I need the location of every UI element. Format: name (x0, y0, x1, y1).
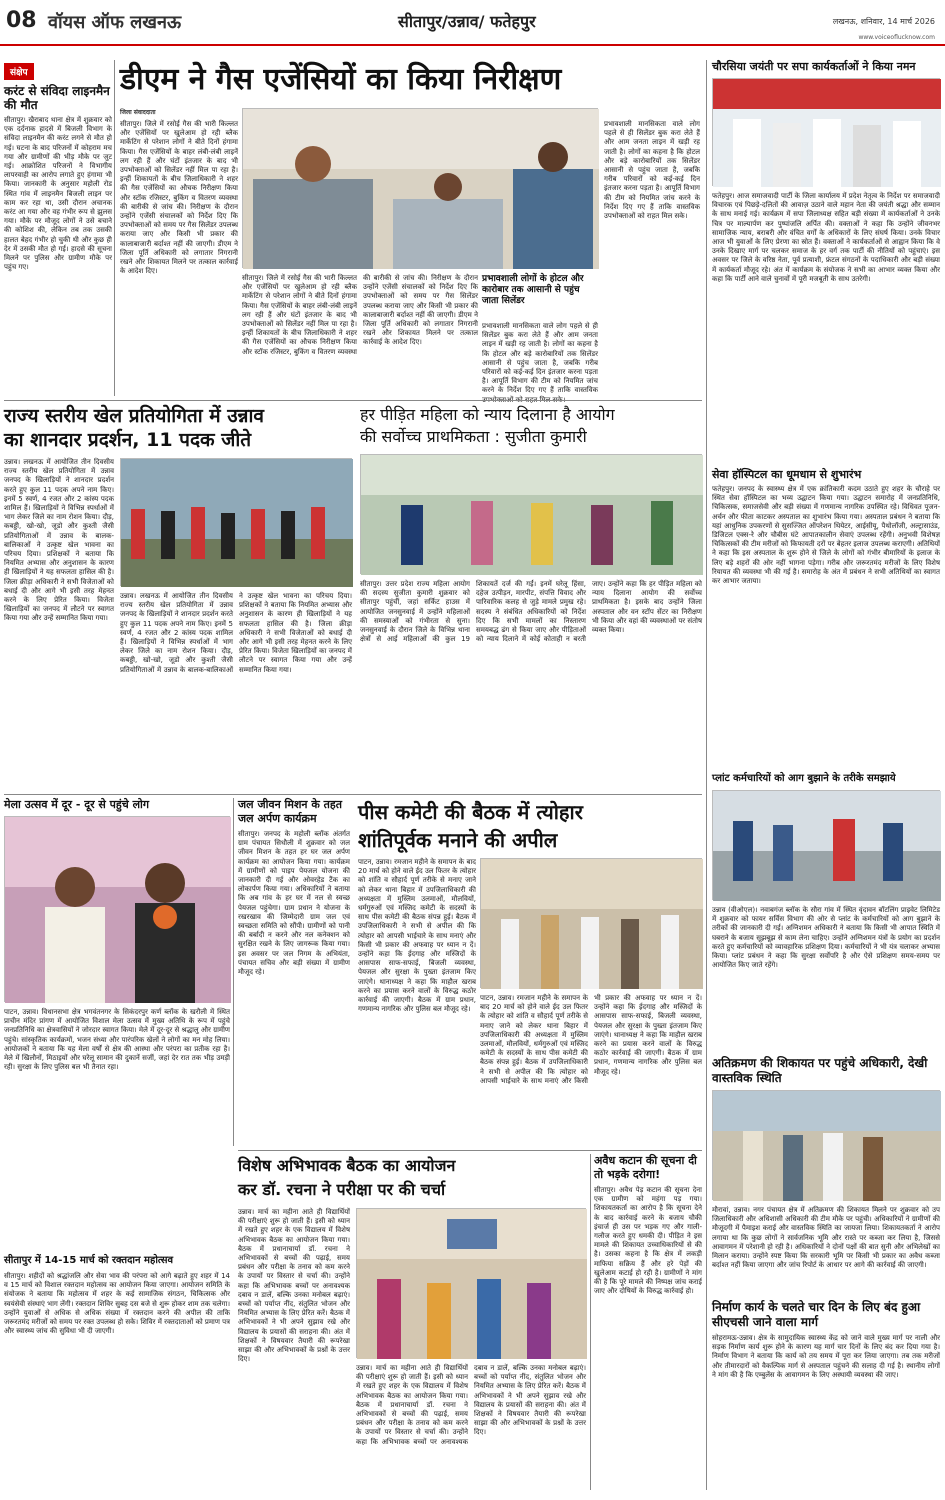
lead-body: सीतापुर। जिले में रसोई गैस की भारी किल्लत और एजेंसियों पर खुलेआम हो रही ब्लैक मार्केटिंग से परेशान लोगों ने बीते दिनों हंगामा किया। गैस एजेंसियों के बाहर लंबी-लंबी लाइनें लग रही हैं और घंटों इंतजार के बाद भी उपभोक्ताओं को सिलेंडर नहीं मिल पा रहा है। इन्हीं शिकायतों के बीच जिलाधिकारी ने शहर की गैस एजेंसियों का औचक निरीक्षण किया और स्टॉक रजिस्टर, बुकिंग व वितरण व्यवस्था की बारीकी से जांच की। निरीक्षण के दौरान उन्होंने एजेंसी संचालकों को निर्देश दिए कि उपभोक्ताओं को समय पर गैस सिलेंडर उपलब्ध कराया जाए और किसी भी प्रकार की कालाबाजारी बर्दाश्त नहीं की जाएगी। डीएम ने जिला पूर्ति अधिकारी को लगातार निगरानी रखने और शिकायत मिलने पर तत्काल कार्रवाई के आदेश दिए। (120, 120, 238, 276)
mela-photo (4, 816, 230, 1002)
hospital-story (712, 468, 940, 768)
sports-body-cont: उन्नाव। लखनऊ में आयोजित तीन दिवसीय राज्य स्तरीय खेल प्रतियोगिता में उन्नाव जनपद के खिलाड़ियों ने शानदार प्रदर्शन करते हुए कुल 11 पदक अपने नाम किए। इनमें 5 स्वर्ण, 4 रजत और 2 कांस्य पदक शामिल हैं। खिलाड़ियों ने विभिन्न स्पर्धाओं में भाग लेकर जिले का नाम रोशन किया। दौड़, कबड्डी, खो-खो, जूडो और कुश्ती जैसी प्रतियोगिताओं में उन्नाव के बालक-बालिकाओं ने उत्कृष्ट खेल भावना का परिचय दिया। प्रशिक्षकों ने बताया कि नियमित अभ्यास और अनुशासन के कारण ही खिलाड़ियों ने यह सफलता हासिल की है। जिला क्रीड़ा अधिकारी ने सभी विजेताओं को बधाई दी और आगे भी इसी तरह मेहनत करने के लिए प्रेरित किया। विजेता खिलाड़ियों का जनपद में लौटने पर स्वागत किया गया और उन्हें सम्मानित किया गया। (120, 592, 352, 674)
gas-agency-inspection-photo (243, 109, 599, 269)
commission-story (360, 404, 702, 790)
lead-side-column: प्रभावशाली मानसिकता वाले लोग पहले से ही सिलेंडर बुक करा लेते हैं और आम जनता लाइन में खड़ी रह जाती है। लोगों का कहना है कि होटल और बड़े कारोबारियों तक सिलेंडर आसानी से पहुंच जाता है, जबकि गरीब परिवारों को कई-कई दिन इंतजार करना पड़ता है। आपूर्ति विभाग की टीम को नियमित जांच करने के निर्देश दिए गए हैं ताकि वास्तविक उपभोक्ताओं को राहत मिल सके। (604, 120, 700, 221)
section-divider (238, 1150, 702, 1151)
mela-guest-welcome-photo (5, 817, 231, 1003)
mela-body: पाटन, उन्नाव। विधानसभा क्षेत्र भगवंतनगर के सिकंदरपुर कर्ण ब्लॉक के खरौली में स्थित प्राचीन मंदिर प्रांगण में आयोजित विशाल मेला उत्सव में मुख्य अतिथि के रूप में पहुंचे जनप्रतिनिधि का क्षेत्रवासियों ने जोरदार स्वागत किया। मेले में दूर-दूर से श्रद्धालु और ग्रामीण पहुंचे। सांस्कृतिक कार्यक्रमों, भजन संध्या और पारंपरिक खेलों ने लोगों का मन मोह लिया। आयोजकों ने बताया कि यह मेला वर्षों से क्षेत्र की आस्था और परंपरा का प्रतीक रहा है। मेले में खिलौनों, मिठाइयों और घरेलू सामान की दुकानें सजीं, जहां देर रात तक भीड़ उमड़ी रही। सुरक्षा के लिए पुलिस बल भी तैनात रहा। (4, 1008, 230, 1072)
cutting-body: सीतापुर। अवैध पेड़ कटान की सूचना देना एक ग्रामीण को महंगा पड़ गया। शिकायतकर्ता का आरोप है कि सूचना देने के बाद कार्रवाई करने के बजाय चौकी इंचार्ज ही उस पर भड़क गए और गाली-गलौज करते हुए धमकी दी। पीड़ित ने इस मामले की शिकायत उच्चाधिकारियों से की है। उसका कहना है कि क्षेत्र में लकड़ी माफिया सक्रिय हैं और हरे पेड़ों की खुलेआम कटाई हो रही है। ग्रामीणों ने मांग की है कि पूरे मामले की निष्पक्ष जांच कराई जाए और दोषियों के विरुद्ध कार्रवाई हो। (594, 1186, 702, 1296)
party-event-photo (713, 79, 941, 187)
encroach-photo (712, 1090, 940, 1200)
officials-inspection-photo (713, 1091, 941, 1201)
column-divider (114, 60, 115, 396)
dateline: लखनऊ, शनिवार, 14 मार्च 2026 (832, 17, 935, 26)
edition-districts: सीतापुर/उन्नाव/ फतेहपुर (398, 12, 536, 31)
road-body: सोहरामऊ-उन्नाव। क्षेत्र के सामुदायिक स्वास्थ्य केंद्र को जाने वाले मुख्य मार्ग पर नाली और सड़क निर्माण कार्य शुरू होने के कारण यह मार्ग चार दिनों के लिए बंद कर दिया गया है। निर्माण विभाग ने बताया कि कार्य को तय समय में पूरा कर लिया जाएगा। तब तक मरीजों और तीमारदारों को वैकल्पिक मार्ग से अस्पताल पहुंचने की सलाह दी गई है। स्थानीय लोगों ने मांग की है कि एम्बुलेंस के आवागमन के लिए अस्थायी व्यवस्था की जाए। (712, 1334, 940, 1379)
commission-headline-2: की सर्वोच्च प्राथमिकता : सुजीता कुमारी (360, 427, 587, 446)
peace-body: पाटन, उन्नाव। रमजान महीने के समापन के बाद 20 मार्च को होने वाले ईद उल फितर के त्योहार को शांति व सौहार्द पूर्ण तरीके से मनाए जाने को लेकर थाना बिहार में उपजिलाधिकारी की अध्यक्षता में मुस्लिम उलमाओं, मौलवियों, धर्मगुरुओं एवं मस्जिद कमेटी के सदस्यों के साथ पीस कमेटी की बैठक संपन्न हुई। बैठक में उपजिलाधिकारी ने सभी से अपील की कि त्योहार को आपसी भाईचारे के साथ मनाएं और किसी भी प्रकार की अफवाह पर ध्यान न दें। उन्होंने कहा कि ईदगाह और मस्जिदों के आसपास साफ-सफाई, बिजली व्यवस्था, पेयजल और सुरक्षा के पुख्ता इंतजाम किए जाएंगे। थानाध्यक्ष ने कहा कि माहौल खराब करने का प्रयास करने वालों के विरुद्ध कठोर कार्रवाई की जाएगी। बैठक में ग्राम प्रधान, गणमान्य नागरिक और पुलिस बल मौजूद रहे। (358, 858, 476, 1014)
fire-training-photo (713, 791, 941, 901)
column-divider (706, 60, 707, 1490)
cutting-headline: अवैध कटान की सूचना दी तो भड़के दरोगा! (594, 1154, 697, 1181)
section-divider (4, 794, 702, 795)
sports-headline-1: राज्य स्तरीय खेल प्रतियोगिता में उन्नाव (4, 405, 264, 427)
mela-headline: मेला उत्सव में दूर - दूर से पहुंचे लोग (4, 798, 150, 811)
plant-headline: प्लांट कर्मचारियों को आग बुझाने के तरीके समझाये (712, 773, 896, 784)
commission-body: सीतापुर। उत्तर प्रदेश राज्य महिला आयोग की सदस्य सुजीता कुमारी शुक्रवार को सीतापुर पहुंचीं, जहां सर्किट हाउस में आयोजित जनसुनवाई में उन्होंने महिलाओं की समस्याओं को गंभीरता से सुना। जनसुनवाई के दौरान जिले के विभिन्न थाना क्षेत्रों से आई महिलाओं की कुल 19 शिकायतें दर्ज की गईं। इनमें घरेलू हिंसा, दहेज उत्पीड़न, मारपीट, संपत्ति विवाद और पारिवारिक कलह से जुड़े मामले प्रमुख रहे। सदस्य ने संबंधित अधिकारियों को निर्देश दिए कि सभी मामलों का निस्तारण समयबद्ध ढंग से किया जाए और पीड़िताओं को न्याय दिलाने में कोई कोताही न बरती जाए। उन्होंने कहा कि हर पीड़ित महिला को न्याय दिलाना आयोग की सर्वोच्च प्राथमिकता है। इसके बाद उन्होंने जिला अस्पताल और वन स्टॉप सेंटर का निरीक्षण भी किया और वहां की व्यवस्थाओं पर संतोष व्यक्त किया। (360, 580, 702, 644)
brief-headline: करंट से संविदा लाइनमैन की मौत (4, 84, 110, 112)
peace-body-cont: पाटन, उन्नाव। रमजान महीने के समापन के बाद 20 मार्च को होने वाले ईद उल फितर के त्योहार को शांति व सौहार्द पूर्ण तरीके से मनाए जाने को लेकर थाना बिहार में उपजिलाधिकारी की अध्यक्षता में मुस्लिम उलमाओं, मौलवियों, धर्मगुरुओं एवं मस्जिद कमेटी के सदस्यों के साथ पीस कमेटी की बैठक संपन्न हुई। बैठक में उपजिलाधिकारी ने सभी से अपील की कि त्योहार को आपसी भाईचारे के साथ मनाएं और किसी भी प्रकार की अफवाह पर ध्यान न दें। उन्होंने कहा कि ईदगाह और मस्जिदों के आसपास साफ-सफाई, बिजली व्यवस्था, पेयजल और सुरक्षा के पुख्ता इंतजाम किए जाएंगे। थानाध्यक्ष ने कहा कि माहौल खराब करने का प्रयास करने वालों के विरुद्ध कठोर कार्रवाई की जाएगी। बैठक में ग्राम प्रधान, गणमान्य नागरिक और पुलिस बल मौजूद रहे। (480, 994, 702, 1085)
water-body: सीतापुर। जनपद के महोली ब्लॉक अंतर्गत ग्राम पंचायत सिधौली में शुक्रवार को जल जीवन मिशन के तहत हर घर जल अर्पण कार्यक्रम का आयोजन किया गया। कार्यक्रम में ग्रामीणों को पाइप पेयजल योजना की जानकारी दी गई और ओवरहेड टैंक का लोकार्पण किया गया। अधिकारियों ने बताया कि अब गांव के हर घर में नल से स्वच्छ पेयजल पहुंचेगा। ग्राम प्रधान ने योजना के रखरखाव की जिम्मेदारी ग्राम जल एवं स्वच्छता समिति को सौंपी। ग्रामीणों को पानी की बर्बादी न करने और नल कनेक्शन को सुरक्षित रखने के लिए जागरूक किया गया। इस अवसर पर जल निगम के अभियंता, पंचायत सचिव और बड़ी संख्या में ग्रामीण मौजूद रहे। (238, 830, 350, 977)
commission-headline-1: हर पीड़ित महिला को न्याय दिलाना है आयोग (360, 405, 615, 424)
column-divider (233, 798, 234, 1146)
peace-photo (480, 858, 702, 988)
politics-story (712, 60, 940, 464)
sports-body: उन्नाव। लखनऊ में आयोजित तीन दिवसीय राज्य स्तरीय खेल प्रतियोगिता में उन्नाव जनपद के खिलाड़ियों ने शानदार प्रदर्शन करते हुए कुल 11 पदक अपने नाम किए। इनमें 5 स्वर्ण, 4 रजत और 2 कांस्य पदक शामिल हैं। खिलाड़ियों ने विभिन्न स्पर्धाओं में भाग लेकर जिले का नाम रोशन किया। दौड़, कबड्डी, खो-खो, जूडो और कुश्ती जैसी प्रतियोगिताओं में उन्नाव के बालक-बालिकाओं ने उत्कृष्ट खेल भावना का परिचय दिया। प्रशिक्षकों ने बताया कि नियमित अभ्यास और अनुशासन के कारण ही खिलाड़ियों ने यह सफलता हासिल की है। जिला क्रीड़ा अधिकारी ने सभी विजेताओं को बधाई दी और आगे भी इसी तरह मेहनत करने के लिए प्रेरित किया। विजेता खिलाड़ियों का जनपद में लौटने पर स्वागत किया गया और उन्हें सम्मानित किया गया। (4, 458, 114, 623)
brief-tag: संक्षेप (4, 63, 34, 80)
blood-donation-body: सीतापुर। शहीदों को श्रद्धांजलि और सेवा भाव की परंपरा को आगे बढ़ाते हुए शहर में 14 व 15 मार्च को विशाल रक्तदान महोत्सव का आयोजन किया जाएगा। आयोजन समिति के संयोजक ने बताया कि महोत्सव में शहर के कई सामाजिक संगठन, चिकित्सक और स्वयंसेवी संस्थाएं भाग लेंगी। रक्तदान शिविर सुबह दस बजे से शुरू होकर शाम तक चलेगा। उन्होंने युवाओं से अधिक से अधिक संख्या में रक्तदान करने की अपील की ताकि जरूरतमंद मरीजों को समय पर रक्त उपलब्ध हो सके। शिविर में रक्तदाताओं को प्रमाण पत्र और स्वास्थ्य जांच की सुविधा भी दी जाएगी। (4, 1272, 230, 1336)
school-headline-2: कर डॉ. रचना ने परीक्षा पर की चर्चा (238, 1180, 446, 1199)
encroach-body: मौरावां, उन्नाव। नगर पंचायत क्षेत्र में अतिक्रमण की शिकायत मिलने पर शुक्रवार को उप जिलाधिकारी और अधिशासी अधिकारी की टीम मौके पर पहुंची। अधिकारियों ने ग्रामीणों की मौजूदगी में पैमाइश कराई और वास्तविक स्थिति का जायजा लिया। शिकायतकर्ता ने आरोप लगाया था कि कुछ लोगों ने सार्वजनिक भूमि और रास्ते पर कब्जा कर लिया है, जिससे आवागमन में परेशानी हो रही है। अधिकारियों ने दोनों पक्षों की बात सुनी और अभिलेखों का मिलान कराया। उन्होंने स्पष्ट किया कि सरकारी भूमि पर किसी भी प्रकार का अवैध कब्जा बर्दाश्त नहीं किया जाएगा और जांच रिपोर्ट के आधार पर आगे की कार्रवाई की जाएगी। (712, 1206, 940, 1270)
lead-photo (242, 108, 598, 268)
peace-headline-2: शांतिपूर्वक मनाने की अपील (358, 828, 558, 852)
masthead (0, 0, 945, 46)
paper-name: वॉयस ऑफ लखनऊ (48, 12, 182, 33)
politics-body: फतेहपुर। आज समाजवादी पार्टी के जिला कार्यालय में प्रदेश नेतृत्व के निर्देश पर समाजवादी विचारक एवं पिछड़े-दलितों की आवाज़ उठाने वाले महान नेता की जयंती श्रद्धा और सम्मान के साथ मनाई गई। कार्यक्रम में सपा जिलाध्यक्ष सहित बड़ी संख्या में कार्यकर्ताओं ने उनके चित्र पर माल्यार्पण कर पुष्पांजलि अर्पित की। वक्ताओं ने कहा कि उन्होंने जीवनभर सामाजिक न्याय, बराबरी और वंचित वर्गों के अधिकारों के लिए संघर्ष किया। उनके विचार आज भी युवाओं के लिए प्रेरणा का स्रोत हैं। वक्ताओं ने कार्यकर्ताओं से आह्वान किया कि वे उनके दिखाए मार्ग पर चलकर समाज के हर वर्ग तक पार्टी की नीतियों को पहुंचाएं। इस अवसर पर जिले के वरिष्ठ नेता, पूर्व प्रत्याशी, फ्रंटल संगठनों के पदाधिकारी और बड़ी संख्या में कार्यकर्ता मौजूद रहे। अंत में कार्यक्रम के संयोजक ने सभी का आभार व्यक्त किया और कहा कि पार्टी आने वाले चुनावों में पूरी मजबूती के साथ उतरेगी। (712, 192, 940, 283)
website: www.voiceoflucknow.com (858, 34, 935, 41)
lead-body-cont: सीतापुर। जिले में रसोई गैस की भारी किल्लत और एजेंसियों पर खुलेआम हो रही ब्लैक मार्केटिंग से परेशान लोगों ने बीते दिनों हंगामा किया। गैस एजेंसियों के बाहर लंबी-लंबी लाइनें लग रही हैं और घंटों इंतजार के बाद भी उपभोक्ताओं को सिलेंडर नहीं मिल पा रहा है। इन्हीं शिकायतों के बीच जिलाधिकारी ने शहर की गैस एजेंसियों का औचक निरीक्षण किया और स्टॉक रजिस्टर, बुकिंग व वितरण व्यवस्था की बारीकी से जांच की। निरीक्षण के दौरान उन्होंने एजेंसी संचालकों को निर्देश दिए कि उपभोक्ताओं को समय पर गैस सिलेंडर उपलब्ध कराया जाए और किसी भी प्रकार की कालाबाजारी बर्दाश्त नहीं की जाएगी। डीएम ने जिला पूर्ति अधिकारी को लगातार निगरानी रखने और शिकायत मिलने पर तत्काल कार्रवाई के आदेश दिए। (242, 274, 478, 356)
school-headline-1: विशेष अभिभावक बैठक का आयोजन (238, 1156, 456, 1175)
school-story (238, 1154, 586, 1490)
school-photo (356, 1208, 586, 1358)
road-story (712, 1300, 940, 1494)
column-divider (590, 1154, 591, 1490)
sports-headline-2: का शानदार प्रदर्शन, 11 पदक जीते (4, 429, 252, 451)
water-story (238, 798, 350, 1146)
section-divider (4, 400, 702, 401)
lead-bureau: जिला संवाददाता (120, 109, 156, 116)
page-number: 08 (6, 8, 37, 33)
lead-subhead: प्रभावशाली लोगों के होटल और कारोबार तक आसानी से पहुंच जाता सिलेंडर (482, 274, 584, 306)
encroach-headline: अतिक्रमण की शिकायत पर पहुंचे अधिकारी, देखी वास्तविक स्थिति (712, 1056, 928, 1085)
lead-headline: डीएम ने गैस एजेंसियों का किया निरीक्षण (120, 62, 562, 97)
politics-headline: चौरसिया जयंती पर सपा कार्यकर्ताओं ने किया नमन (712, 60, 916, 73)
brief-story (4, 60, 112, 395)
mela-story (4, 798, 230, 1490)
road-headline: निर्माण कार्य के चलते चार दिन के लिए बंद हुआ सीएचसी जाने वाला मार्ग (712, 1300, 921, 1329)
cutting-story (594, 1154, 702, 1490)
plant-body: उन्नाव (वीओएल)। नवाबगंज ब्लॉक के सौरा गांव में स्थित वृंदावन बॉटलिंग प्राइवेट लिमिटेड में शुक्रवार को फायर सर्विस विभाग की ओर से प्लांट के कर्मचारियों को आग बुझाने के तरीकों की जानकारी दी गई। अग्निशमन अधिकारी ने बताया कि किसी भी आपात स्थिति में घबराने के बजाय सूझबूझ से काम लेना चाहिए। उन्होंने अग्निशमन यंत्रों के प्रयोग का प्रदर्शन करते हुए कर्मचारियों को व्यावहारिक प्रशिक्षण दिया। कर्मचारियों ने भी यंत्र चलाकर अभ्यास किया। प्लांट प्रबंधन ने कहा कि सुरक्षा सर्वोपरि है और ऐसे प्रशिक्षण समय-समय पर आयोजित किए जाते रहेंगे। (712, 906, 940, 970)
school-body: उन्नाव। मार्च का महीना आते ही विद्यार्थियों की परीक्षाएं शुरू हो जाती हैं। इसी को ध्यान में रखते हुए शहर के एक विद्यालय में विशेष अभिभावक बैठक का आयोजन किया गया। बैठक में प्रधानाचार्या डॉ. रचना ने अभिभावकों से बच्चों की पढ़ाई, समय प्रबंधन और परीक्षा के तनाव को कम करने के उपायों पर विस्तार से चर्चा की। उन्होंने कहा कि अभिभावक बच्चों पर अनावश्यक दबाव न डालें, बल्कि उनका मनोबल बढ़ाएं। बच्चों को पर्याप्त नींद, संतुलित भोजन और नियमित अभ्यास के लिए प्रेरित करें। बैठक में अभिभावकों ने भी अपने सुझाव रखे और विद्यालय के प्रयासों की सराहना की। अंत में शिक्षकों ने विषयवार तैयारी की रूपरेखा साझा की और अभिभावकों के प्रश्नों के उत्तर दिए। (238, 1208, 350, 1364)
parents-meeting-photo (357, 1209, 587, 1359)
politics-photo (712, 78, 940, 186)
sports-photo (120, 458, 352, 586)
hospital-headline: सेवा हॉस्पिटल का धूमधाम से शुभारंभ (712, 468, 862, 481)
water-headline: जल जीवन मिशन के तहत जल अर्पण कार्यक्रम (238, 798, 343, 825)
hospital-body: फतेहपुर। जनपद के स्वास्थ्य क्षेत्र में एक क्रांतिकारी कदम उठाते हुए शहर के चौराहे पर स्थित सेवा हॉस्पिटल का भव्य उद्घाटन किया गया। उद्घाटन समारोह में जनप्रतिनिधि, चिकित्सक, समाजसेवी और बड़ी संख्या में गणमान्य नागरिक उपस्थित रहे। विधिवत पूजन-अर्चन और फीता काटकर अस्पताल का शुभारंभ किया गया। अस्पताल प्रबंधन ने बताया कि यहां आधुनिक उपकरणों से सुसज्जित ऑपरेशन थियेटर, आईसीयू, पैथोलॉजी, अल्ट्रासाउंड, डिजिटल एक्स-रे और चौबीस घंटे आपातकालीन सेवाएं उपलब्ध रहेंगी। अनुभवी विशेषज्ञ चिकित्सकों की टीम मरीजों को किफायती दरों पर बेहतर इलाज उपलब्ध कराएगी। अतिथियों ने कहा कि इस अस्पताल के शुरू होने से जिले के लोगों को गंभीर बीमारियों के इलाज के लिए बड़े शहरों की ओर नहीं भागना पड़ेगा। गरीब और जरूरतमंद मरीजों के लिए विशेष रियायत की व्यवस्था भी की गई है। समारोह के अंत में प्रबंधन ने सभी अतिथियों का स्वागत कर आभार जताया। (712, 485, 940, 586)
lead-side-body: प्रभावशाली मानसिकता वाले लोग पहले से ही सिलेंडर बुक करा लेते हैं और आम जनता लाइन में खड़ी रह जाती है। लोगों का कहना है कि होटल और बड़े कारोबारियों तक सिलेंडर आसानी से पहुंच जाता है, जबकि गरीब परिवारों को कई-कई दिन इंतजार करना पड़ता है। आपूर्ति विभाग की टीम को नियमित जांच करने के निर्देश दिए गए हैं ताकि वास्तविक (482, 322, 598, 395)
women-commission-meeting-photo (361, 455, 703, 575)
peace-story (358, 798, 702, 1146)
blood-donation-headline: सीतापुर में 14-15 मार्च को रक्तदान महोत्सव (4, 1255, 174, 1266)
school-body-cont: उन्नाव। मार्च का महीना आते ही विद्यार्थियों की परीक्षाएं शुरू हो जाती हैं। इसी को ध्यान में रखते हुए शहर के एक विद्यालय में विशेष अभिभावक बैठक का आयोजन किया गया। बैठक में प्रधानाचार्या डॉ. रचना ने अभिभावकों से बच्चों की पढ़ाई, समय प्रबंधन और परीक्षा के तनाव को कम करने के उपायों पर विस्तार से चर्चा की। उन्होंने कहा कि अभिभावक बच्चों पर अनावश्यक दबाव न डालें, बल्कि उनका मनोबल बढ़ाएं। बच्चों को पर्याप्त नींद, संतुलित भोजन और नियमित अभ्यास के लिए प्रेरित करें। बैठक में अभिभावकों ने भी अपने सुझाव रखे और विद्यालय के प्रयासों की सराहना की। अंत में शिक्षकों ने विषयवार तैयारी की रूपरेखा साझा की और अभिभावकों के प्रश्नों के उत्तर दिए। (356, 1364, 586, 1446)
plant-story (712, 772, 940, 1052)
peace-headline-1: पीस कमेटी की बैठक में त्योहार (358, 800, 583, 824)
peace-committee-meeting-photo (481, 859, 703, 989)
commission-photo (360, 454, 702, 574)
athletes-group-photo (121, 459, 353, 587)
sports-story (4, 404, 354, 790)
plant-photo (712, 790, 940, 900)
lead-story (120, 60, 702, 396)
encroach-story (712, 1056, 940, 1296)
brief-body: सीतापुर। खैराबाद थाना क्षेत्र में शुक्रवार को एक दर्दनाक हादसे में बिजली विभाग के संविदा लाइनमैन की करंट लगने से मौत हो गई। घटना के बाद परिजनों में कोहराम मच गया और ग्रामीणों की भीड़ मौके पर जुट गई। आक्रोशित परिजनों ने विभागीय लापरवाही का आरोप लगाते हुए हंगामा भी किया। जानकारी के अनुसार महोली रोड स्थित गांव में लाइनमैन बिजली लाइन पर काम कर रहा था, उसी दौरान अचानक करंट आ गया और वह गंभीर रूप से झुलस गया। मौके पर मौजूद लोगों ने उसे बचाने की कोशिश की, लेकिन तब तक उसकी हालत बेहद गंभीर हो चुकी थी और कुछ ही देर में उसकी मौत हो गई। हादसे की सूचना मिलने पर पुलिस और ग्रामीण मौके पर पहुंच गए। (4, 116, 112, 272)
